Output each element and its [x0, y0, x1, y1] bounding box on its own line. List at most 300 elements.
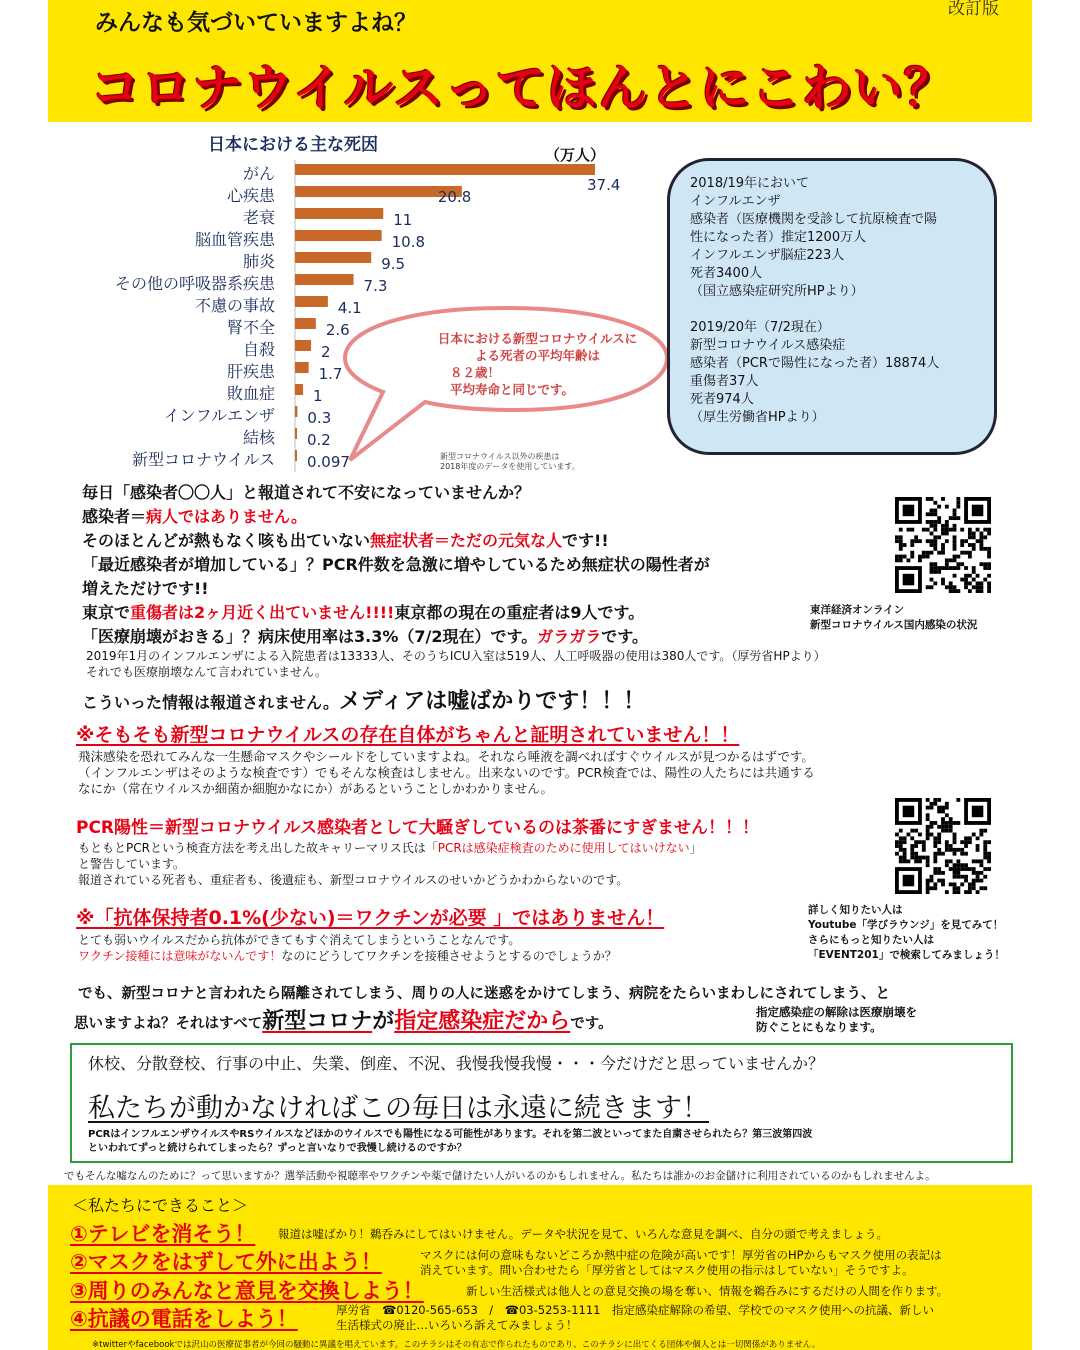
- qr-module: [987, 840, 991, 844]
- qr-caption: [810, 603, 977, 633]
- text-line: 「最近感染者が増加している」？PCR件数を急激に増やしているため無症状の陽性者が: [82, 555, 710, 574]
- qr-module: [968, 867, 972, 871]
- info-line: （国立感染症研究所HPより）: [690, 284, 864, 299]
- qr-module: [933, 562, 937, 566]
- chart-bar: [295, 296, 328, 307]
- chart-value-label: 37.4: [587, 176, 621, 194]
- qr-module: [968, 528, 972, 532]
- qr-module: [968, 532, 972, 536]
- qr-module: [945, 825, 949, 829]
- qr-module: [922, 528, 926, 532]
- qr-module: [918, 833, 922, 837]
- qr-module: [964, 566, 968, 570]
- qr-module: [987, 859, 991, 863]
- qr-module: [907, 859, 911, 863]
- chart-bar: [295, 164, 595, 175]
- qr-module: [976, 875, 980, 879]
- qr-module: [956, 562, 960, 566]
- qr-module: [972, 570, 976, 574]
- qr-module: [972, 833, 976, 837]
- qr-module: [941, 882, 945, 886]
- qr-module: [979, 859, 983, 863]
- bottom-note: でもそんな嘘なんのために？って思いますか？選挙活動や視聴率やワクチンや薬で儲けたい人がいるのかもしれません。私たちは誰かのお金儲けに利用されているのかもしれませんよ。: [64, 1170, 936, 1182]
- text-span: です!!: [562, 531, 609, 550]
- qr-module: [903, 859, 907, 863]
- qr-module: [945, 585, 949, 589]
- chart-value-label: 0.2: [307, 431, 331, 449]
- qr-module: [933, 535, 937, 539]
- qr-module: [956, 890, 960, 894]
- paragraph: [78, 932, 617, 964]
- qr-module: [979, 532, 983, 536]
- qr-module: [983, 856, 987, 860]
- callout-small-line: といわれてずっと続けられてしまったら？ずっと言いなりで我慢し続けるのですか？: [88, 1143, 467, 1154]
- qr-module: [956, 871, 960, 875]
- actions-heading: ＜私たちにできること＞: [72, 1196, 249, 1215]
- qr-module: [922, 848, 926, 852]
- qr-module: [926, 551, 930, 555]
- qr-module: [960, 543, 964, 547]
- qr-module: [926, 520, 930, 524]
- qr-module: [983, 528, 987, 532]
- callout-line: 休校、分散登校、行事の中止、失業、倒産、不況、我慢我慢我慢・・・今だけだと思っていませんか？: [88, 1054, 825, 1073]
- qr-module: [972, 547, 976, 551]
- qr-module: [937, 505, 941, 509]
- qr-module: [937, 879, 941, 883]
- qr-module: [918, 856, 922, 860]
- qr-module: [933, 543, 937, 547]
- qr-module: [956, 589, 960, 593]
- qr-module: [972, 859, 976, 863]
- qr-module: [953, 882, 957, 886]
- text-line: 毎日「感染者〇〇人」と報道されて不安になっていませんか？: [82, 483, 531, 502]
- chart-value-label: 20.8: [437, 188, 472, 206]
- qr-module: [899, 528, 903, 532]
- qr-finder-module: [903, 505, 915, 517]
- qr-module: [972, 867, 976, 871]
- qr-module: [903, 543, 907, 547]
- qr-module: [949, 848, 953, 852]
- chart-value-label: 2.6: [325, 321, 350, 339]
- qr-module: [953, 574, 957, 578]
- action-title: ①テレビを消そう！: [70, 1222, 256, 1246]
- qr-module: [899, 856, 903, 860]
- qr-module: [945, 844, 949, 848]
- chart-bar: [295, 252, 371, 263]
- chart-category-label: 腎不全: [226, 318, 275, 337]
- qr-module: [899, 840, 903, 844]
- qr-module: [968, 882, 972, 886]
- qr-module: [983, 562, 987, 566]
- chart-category-label: 結核: [242, 428, 275, 447]
- qr-module: [899, 555, 903, 559]
- chart-value-label: 1.7: [318, 365, 343, 383]
- qr-module: [895, 539, 899, 543]
- qr-module: [949, 585, 953, 589]
- qr-module: [949, 558, 953, 562]
- text-line: [82, 528, 609, 551]
- action-desc-line: 消えています。問い合わせたら「厚労省としてはマスク使用の指示はしていない」そうですよ。: [420, 1263, 914, 1277]
- qr-module: [953, 543, 957, 547]
- qr-module: [949, 882, 953, 886]
- text-span: 東京で: [82, 603, 131, 622]
- qr-module: [968, 589, 972, 593]
- chart-unit: （万人）: [545, 146, 606, 164]
- qr-module: [930, 585, 934, 589]
- qr-code-icon[interactable]: [895, 798, 991, 894]
- qr-module: [910, 856, 914, 860]
- qr-module: [937, 570, 941, 574]
- qr-module: [941, 547, 945, 551]
- qr-module: [960, 882, 964, 886]
- chart-footnote-line: 新型コロナウイルス以外の疾患は: [440, 452, 560, 461]
- chart-bar: [295, 406, 297, 417]
- qr-module: [914, 852, 918, 856]
- qr-module: [926, 817, 930, 821]
- paragraph-line: とても弱いウイルスだから抗体ができてもすぐ消えてしまうということなんです。: [78, 933, 521, 947]
- callout-small-line: PCRはインフルエンザウイルスやRSウイルスなどほかのウイルスでも陽性になる可能性があります。それを第二波といってまた自粛させられたら？第三波第四波: [88, 1129, 813, 1140]
- chart-category-label: 自殺: [242, 340, 275, 359]
- qr-module: [895, 535, 899, 539]
- side-note: [756, 1005, 917, 1035]
- qr-module: [983, 848, 987, 852]
- qr-module: [953, 875, 957, 879]
- qr-module: [964, 539, 968, 543]
- qr-module: [910, 555, 914, 559]
- qr-module: [930, 821, 934, 825]
- qr-module: [979, 879, 983, 883]
- side-note-line: 防ぐことにもなります。: [756, 1020, 882, 1034]
- qr-module: [953, 558, 957, 562]
- qr-module: [945, 829, 949, 833]
- qr-module: [945, 528, 949, 532]
- qr-module: [976, 581, 980, 585]
- qr-module: [956, 863, 960, 867]
- qr-module: [983, 566, 987, 570]
- qr-module: [899, 547, 903, 551]
- text-span: もともとPCRという検査方法を考え出した故キャリーマリス氏は「: [78, 841, 438, 855]
- chart-category-label: 老衰: [242, 208, 275, 227]
- chart-category-label: がん: [242, 164, 275, 183]
- qr-module: [926, 882, 930, 886]
- qr-module: [926, 825, 930, 829]
- qr-module: [937, 806, 941, 810]
- qr-module: [953, 852, 957, 856]
- qr-module: [937, 810, 941, 814]
- qr-module: [964, 844, 968, 848]
- qr-module: [941, 852, 945, 856]
- qr-module: [979, 562, 983, 566]
- qr-module: [945, 840, 949, 844]
- qr-module: [976, 879, 980, 883]
- paragraph-line: [78, 948, 617, 964]
- qr-module: [926, 555, 930, 559]
- qr-module: [922, 555, 926, 559]
- qr-module: [976, 539, 980, 543]
- qr-module: [937, 535, 941, 539]
- info-line: 死者3400人: [690, 266, 763, 281]
- qr-module: [976, 528, 980, 532]
- qr-module: [953, 585, 957, 589]
- qr-module: [964, 581, 968, 585]
- text-span: 東京都の現在の重症者は9人です。: [394, 603, 645, 622]
- qr-module: [933, 509, 937, 513]
- qr-module: [926, 585, 930, 589]
- qr-module: [926, 539, 930, 543]
- qr-module: [987, 547, 991, 551]
- qr-module: [960, 551, 964, 555]
- qr-module: [964, 551, 968, 555]
- qr-module: [968, 840, 972, 844]
- qr-module: [960, 848, 964, 852]
- qr-module: [903, 836, 907, 840]
- qr-module: [933, 528, 937, 532]
- qr-module: [987, 532, 991, 536]
- qr-module: [953, 867, 957, 871]
- qr-module: [937, 516, 941, 520]
- qr-module: [933, 886, 937, 890]
- qr-module: [953, 863, 957, 867]
- chart-value-label: 0.3: [307, 409, 332, 427]
- qr-module: [930, 543, 934, 547]
- small-text: それでも医療崩壊なんて言われていません。: [86, 665, 327, 679]
- qr-module: [937, 566, 941, 570]
- chart-value-label: 10.8: [391, 233, 426, 251]
- action-desc: 新しい生活様式は他人との意見交換の場を奪い、情報を鵜呑みにするだけの人間を作ります。: [466, 1284, 949, 1298]
- qr-module: [910, 848, 914, 852]
- qr-module: [937, 551, 941, 555]
- action-desc: [336, 1303, 934, 1333]
- qr-module: [930, 578, 934, 582]
- paragraph: [78, 749, 815, 797]
- qr-module: [964, 875, 968, 879]
- qr-module: [968, 535, 972, 539]
- qr-finder-module: [903, 806, 915, 818]
- action-desc: [420, 1248, 942, 1278]
- qr-module: [972, 886, 976, 890]
- qr-module: [933, 844, 937, 848]
- text-span: 「医療崩壊がおきる」？病床使用率は3.3%（7/2現在）です。: [82, 627, 538, 646]
- qr-module: [903, 848, 907, 852]
- qr-module: [930, 886, 934, 890]
- qr-module: [987, 566, 991, 570]
- qr-module: [953, 566, 957, 570]
- chart-bar: [295, 208, 383, 219]
- qr-module: [926, 528, 930, 532]
- qr-module: [899, 848, 903, 852]
- qr-module: [953, 821, 957, 825]
- paragraph: [78, 840, 702, 888]
- qr-module: [945, 806, 949, 810]
- qr-module: [953, 512, 957, 516]
- qr-module: [933, 581, 937, 585]
- qr-code-icon[interactable]: [895, 497, 991, 593]
- qr-module: [956, 555, 960, 559]
- qr-module: [945, 863, 949, 867]
- qr-module: [914, 535, 918, 539]
- text-line: でも、新型コロナと言われたら隔離されてしまう、周りの人に迷惑をかけてしまう、病院をたらいまわしにされてしまう、と: [78, 986, 890, 1002]
- qr-module: [964, 574, 968, 578]
- qr-module: [941, 810, 945, 814]
- chart-bar: [295, 384, 303, 395]
- chart-bar: [295, 450, 297, 461]
- qr-module: [895, 833, 899, 837]
- qr-module: [930, 806, 934, 810]
- qr-finder-module: [972, 505, 984, 517]
- qr-module: [933, 512, 937, 516]
- qr-module: [907, 528, 911, 532]
- chart-category-label: 不慮の事故: [194, 296, 275, 315]
- qr-module: [941, 543, 945, 547]
- qr-module: [983, 829, 987, 833]
- chart-bar: [295, 274, 354, 285]
- qr-module: [910, 543, 914, 547]
- qr-module: [956, 516, 960, 520]
- qr-module: [937, 852, 941, 856]
- qr-module: [953, 836, 957, 840]
- qr-module: [930, 879, 934, 883]
- section-heading: PCR陽性＝新型コロナウイルス感染者として大騒ぎしているのは茶番にすぎません！！！: [76, 818, 760, 838]
- chart-category-label: 肝疾患: [226, 362, 275, 381]
- qr-module: [941, 581, 945, 585]
- qr-module: [918, 539, 922, 543]
- qr-module: [960, 562, 964, 566]
- qr-module: [930, 509, 934, 513]
- highlight-span: PCRは感染症検査のために使用してはいけない: [437, 841, 690, 855]
- qr-module: [899, 558, 903, 562]
- qr-module: [960, 578, 964, 582]
- qr-module: [949, 581, 953, 585]
- qr-module: [926, 836, 930, 840]
- qr-module: [983, 875, 987, 879]
- qr-module: [910, 528, 914, 532]
- qr-module: [895, 852, 899, 856]
- qr-module: [907, 558, 911, 562]
- qr-module: [926, 886, 930, 890]
- text-line: [82, 684, 645, 715]
- main-title: コロナウイルスってほんとにこわい？: [90, 59, 955, 117]
- qr-module: [972, 879, 976, 883]
- qr-module: [945, 566, 949, 570]
- chart-category-label: 心疾患: [226, 186, 275, 205]
- qr-module: [926, 829, 930, 833]
- text-span: こういった情報は報道されません。: [82, 693, 339, 712]
- qr-module: [926, 863, 930, 867]
- qr-module: [922, 844, 926, 848]
- qr-module: [922, 551, 926, 555]
- qr-module: [979, 535, 983, 539]
- qr-module: [968, 574, 972, 578]
- qr-module: [956, 497, 960, 501]
- qr-module: [949, 821, 953, 825]
- info-line: 感染者（医療機関を受診して抗原検査で陽: [690, 212, 938, 227]
- qr-module: [987, 528, 991, 532]
- qr-module: [895, 840, 899, 844]
- qr-module: [918, 558, 922, 562]
- qr-module: [979, 886, 983, 890]
- qr-module: [964, 863, 968, 867]
- chart-value-label: 1: [313, 387, 323, 405]
- qr-module: [949, 844, 953, 848]
- qr-module: [979, 585, 983, 589]
- qr-module: [987, 581, 991, 585]
- qr-module: [945, 562, 949, 566]
- qr-module: [983, 535, 987, 539]
- qr-module: [930, 825, 934, 829]
- qr-module: [941, 528, 945, 532]
- action-desc-line: 厚労省 ☎0120-565-653 / ☎03-5253-1111 指定感染症解除の希望、学校でのマスク使用への抗議、新しい: [336, 1303, 934, 1317]
- qr-module: [941, 551, 945, 555]
- qr-module: [933, 836, 937, 840]
- info-line: インフルエンザ: [690, 194, 781, 209]
- qr-module: [983, 844, 987, 848]
- qr-module: [926, 497, 930, 501]
- qr-module: [964, 890, 968, 894]
- qr-module: [926, 859, 930, 863]
- qr-module: [979, 547, 983, 551]
- qr-module: [956, 875, 960, 879]
- qr-module: [941, 871, 945, 875]
- qr-module: [979, 871, 983, 875]
- highlight-span: ワクチン接種には意味がないんです！: [78, 949, 282, 963]
- qr-module: [953, 535, 957, 539]
- qr-module: [953, 509, 957, 513]
- qr-module: [930, 875, 934, 879]
- qr-module: [953, 589, 957, 593]
- qr-finder-module: [972, 806, 984, 818]
- qr-module: [914, 539, 918, 543]
- info-line: 2019/20年（7/2現在）: [690, 320, 830, 335]
- qr-module: [956, 867, 960, 871]
- qr-module: [987, 555, 991, 559]
- emphasis-span: メディアは嘘ばかりです！！！: [338, 689, 646, 714]
- emphasis-span: が: [372, 1009, 395, 1034]
- highlight-span: 病人ではありません。: [146, 507, 307, 526]
- text-span: 感染者＝: [82, 507, 147, 526]
- version-label: 改訂版: [948, 0, 999, 19]
- chart-bar: [295, 362, 309, 373]
- qr-module: [941, 497, 945, 501]
- qr-module: [979, 543, 983, 547]
- qr-caption-line: さらにもっと知りたい人は: [808, 934, 934, 946]
- qr-module: [953, 890, 957, 894]
- qr-module: [956, 501, 960, 505]
- qr-module: [907, 833, 911, 837]
- qr-module: [895, 844, 899, 848]
- qr-module: [895, 555, 899, 559]
- speech-line: 平均寿命と同じです。: [450, 382, 575, 397]
- qr-module: [964, 840, 968, 844]
- qr-module: [976, 848, 980, 852]
- info-line: 性になった者）推定1200万人: [690, 230, 867, 245]
- qr-module: [949, 516, 953, 520]
- qr-module: [933, 570, 937, 574]
- qr-module: [933, 840, 937, 844]
- qr-module: [953, 547, 957, 551]
- action-desc-line: マスクには何の意味もないどころか熱中症の危険が高いです！厚労省のHPからもマスク使用の表記は: [420, 1248, 942, 1262]
- qr-module: [949, 528, 953, 532]
- text-line: [74, 1004, 613, 1035]
- qr-module: [972, 566, 976, 570]
- qr-module: [941, 821, 945, 825]
- small-text: 2019年1月のインフルエンザによる入院患者は13333人、そのうちICU入室は519人、人工呼吸器の使用は380人です。（厚労省HPより）: [86, 649, 826, 663]
- qr-module: [937, 825, 941, 829]
- qr-module: [945, 821, 949, 825]
- info-line: （厚生労働省HPより）: [690, 410, 825, 425]
- qr-module: [914, 844, 918, 848]
- qr-module: [956, 821, 960, 825]
- qr-module: [933, 856, 937, 860]
